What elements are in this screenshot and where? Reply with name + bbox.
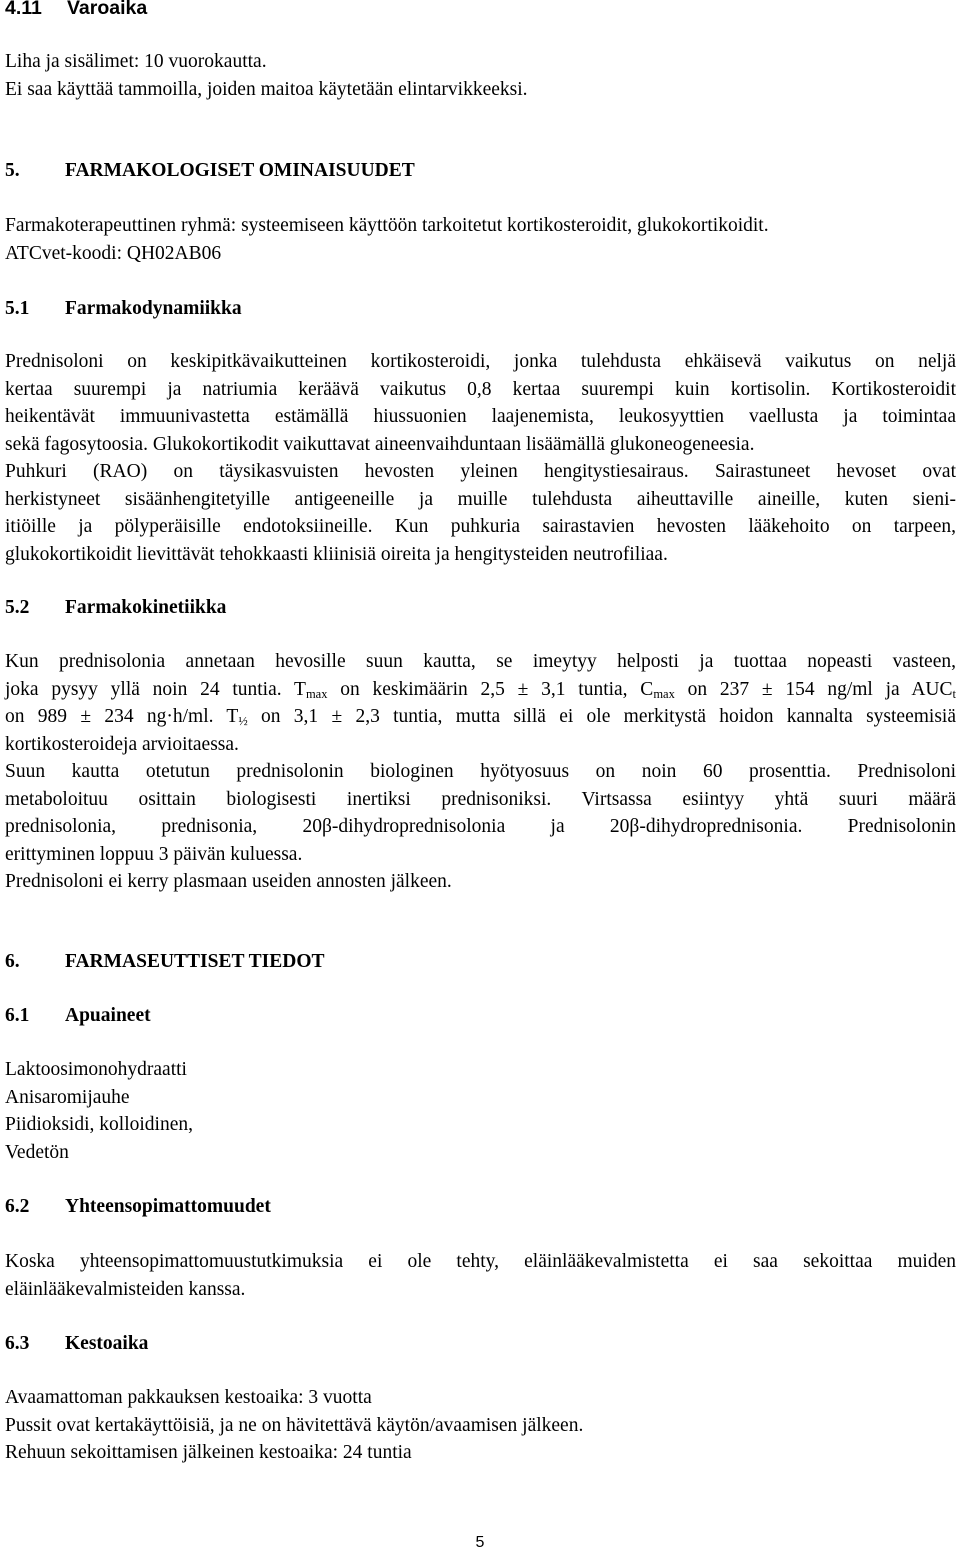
kinetiikka-line-3: on 989 ± 234 ng·h/ml. $T_{\frac{1}{2}}$ on 3,1 ± 2,3 tuntia, mutta sillä ei ole merkitystä hoidon kannalta systeemisiä [5, 706, 956, 728]
farmakokinetiikka-paragraph: Kun prednisolonia annetaan hevosille suun kautta, se imeytyy helposti ja tuottaa nopeasti vasteen, joka pysyy yllä noin 24 tuntia. $T_{max}$ on keskimäärin 2,5 ± 3,1 tuntia, $C_{max}$ on 237 ± 154 ng/ml ja $AUC_t$ on 989 ± 234 ng·h/ml. $T_{\frac{1}{2}}$ on 3,1 ± 2,3 tuntia, mutta sillä ei ole merkitystä hoidon kannalta systeemisiä kortikosteroideja arvioitaessa. Suun kautta otetutun prednisolonin biologinen hyötyosuus on noin 60 prosenttia. Prednisoloni metaboloituu osittain biologisesti inertiksi prednisoniksi. Virtsassa esiintyy yhtä suuri määrä prednisolonia, prednisonia, 20β-dihydroprednisolonia ja 20β-dihydroprednisonia. Prednisolonin erittyminen loppuu 3 päivän kuluessa. Prednisoloni ei kerry plasmaan useiden annosten jälkeen. [5, 651, 957, 892]
heading-6-3: 6.3 Kestoaika [5, 1333, 149, 1354]
kestoaika-text: Avaamattoman pakkauksen kestoaika: 3 vuotta Pussit ovat kertakäyttöisiä, ja ne on hävitettävä käytön/avaamisen jälkeen. Rehuun sekoittamisen jälkeinen kestoaika: 24 tuntia [5, 1387, 584, 1463]
heading-5-1: 5.1 Farmakodynamiikka [5, 298, 242, 319]
apuaineet-list: Laktoosimonohydraatti Anisaromijauhe Piidioksidi, kolloidinen, Vedetön [5, 1059, 193, 1163]
farmakodynamiikka-paragraph: Prednisoloni on keskipitkävaikutteinen kortikosteroidi, jonka tulehdusta ehkäisevä vaikutus on neljä kertaa suurempi ja natriumia keräävä vaikutus 0,8 kertaa suurempi kuin kortisolin. Kortikosteroidit heikentävät immuunivastetta estämällä hiussuonien laajenemista, leukosyyttien vaellusta ja toimintaa sekä fagosytoosia. Glukokortikodit vaikuttavat aineenvaihduntaan lisäämällä glukoneogeneesia. Puhkuri (RAO) on täysikasvuisten hevosten yleinen hengitystiesairaus. Sairastuneet hevoset ovat herkistyneet sisäänhengitetyille antigeeneille ja muille tulehdusta aiheuttaville aineille, kuten sieni- itiöille ja pölyperäisille endotoksiineille. Kun puhkuria sairastavien hevosten lääkehoito on tarpeen, glukokortikoidit lievittävät tehokkaasti kliinisiä oireita ja hengitysteiden neutrofiliaa. [5, 351, 956, 565]
varoaika-text: Liha ja sisälimet: 10 vuorokautta. Ei saa käyttää tammoilla, joiden maitoa käytetään elintarvikkeeksi. [5, 51, 528, 100]
yhteensopimattomuudet-paragraph: Koska yhteensopimattomuustutkimuksia ei ole tehty, eläinlääkevalmistetta ei saa sekoittaa muiden eläinlääkevalmisteiden kanssa. [5, 1251, 956, 1300]
heading-6: 6. FARMASEUTTISET TIEDOT [5, 951, 325, 972]
page-number: 5 [475, 1534, 485, 1551]
heading-6-2: 6.2 Yhteensopimattomuudet [5, 1196, 271, 1217]
heading-5: 5. FARMAKOLOGISET OMINAISUUDET [5, 160, 415, 181]
heading-4-11: 4.11 Varoaika [5, 0, 148, 19]
heading-5-2: 5.2 Farmakokinetiikka [5, 597, 227, 618]
kinetiikka-line-2: joka pysyy yllä noin 24 tuntia. $T_{max}$ on keskimäärin 2,5 ± 3,1 tuntia, $C_{max}$ on 237 ± 154 ng/ml ja $AUC_t$ [5, 678, 957, 701]
heading-6-1: 6.1 Apuaineet [5, 1005, 151, 1026]
ryhma-text: Farmakoterapeuttinen ryhmä: systeemiseen käyttöön tarkoitetut kortikosteroidit, glukokortikoidit. ATCvet-koodi: QH02AB06 [5, 215, 769, 264]
